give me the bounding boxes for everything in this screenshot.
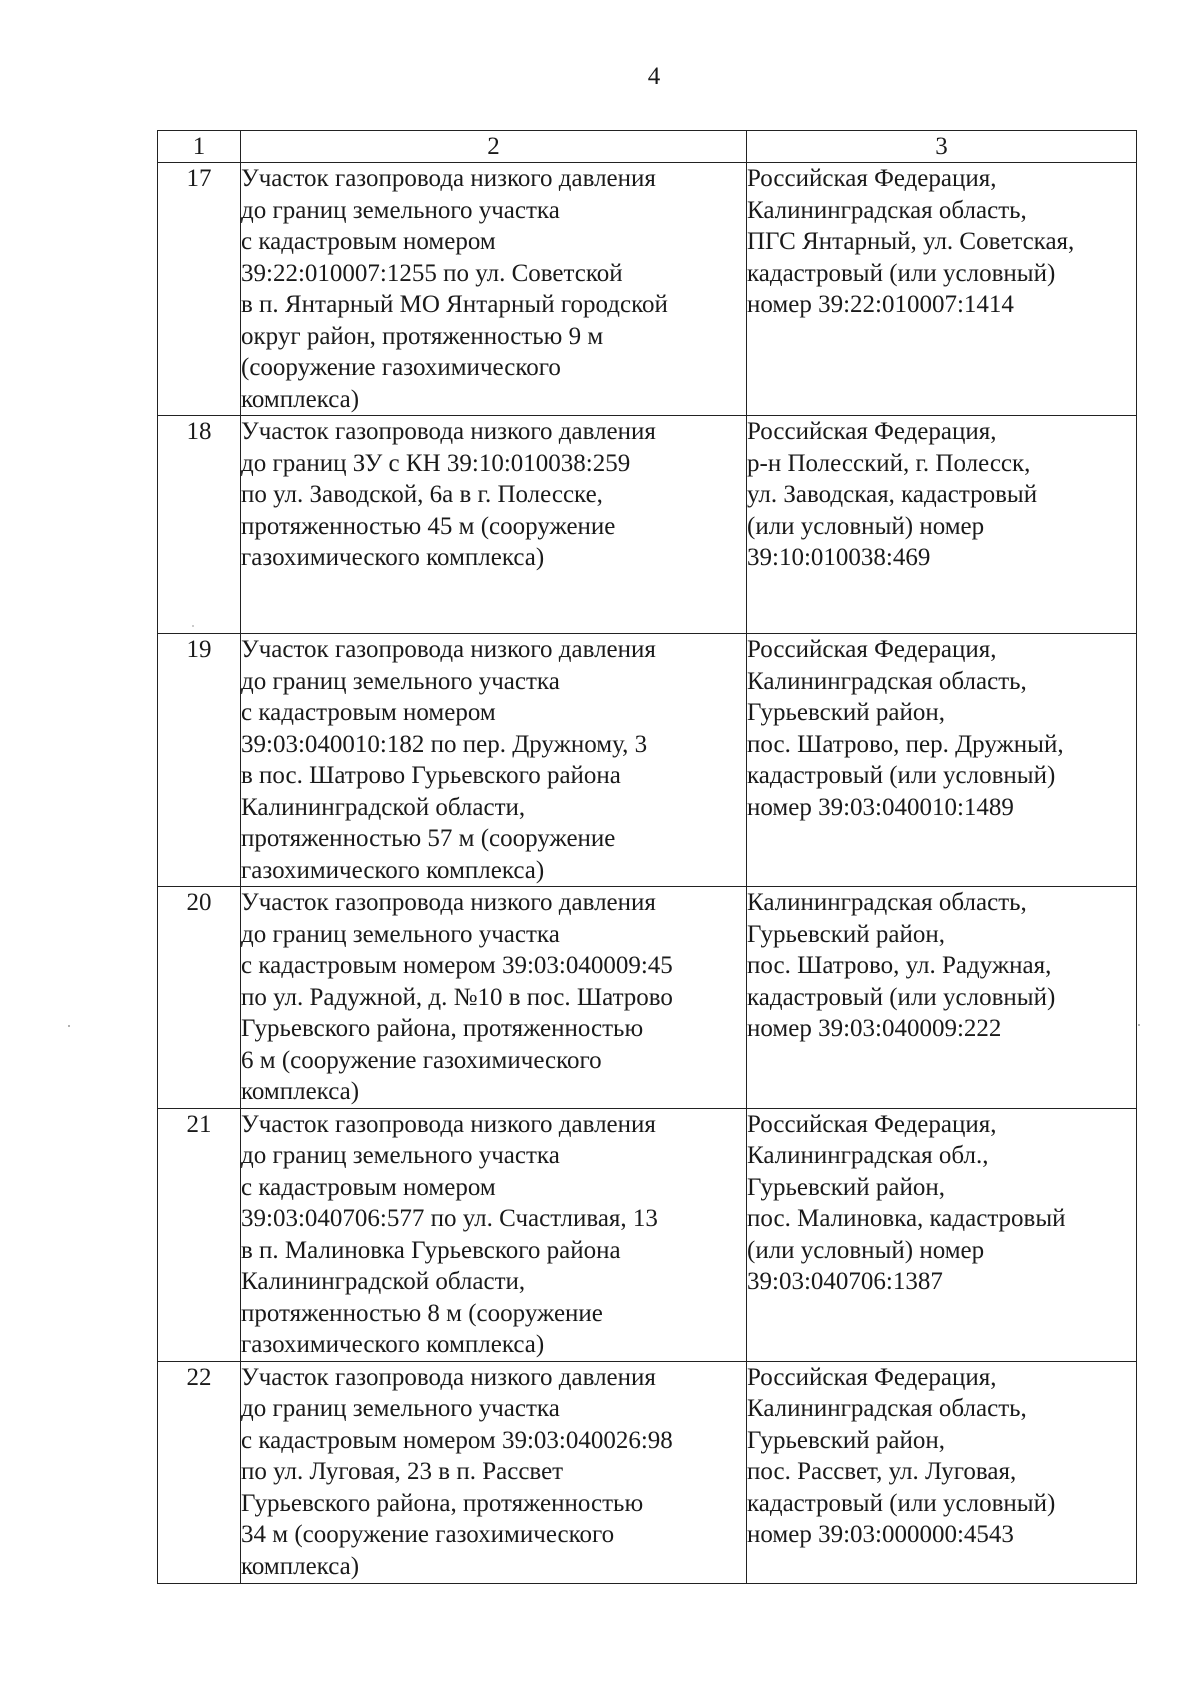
location-address: [747, 887, 1137, 1109]
address-line: номер 39:03:040009:222: [747, 1015, 1002, 1042]
location-address: [747, 163, 1137, 416]
description-line: протяженностью 57 м (сооружение: [241, 825, 616, 852]
description-line: Калининградской области,: [241, 793, 526, 821]
description-line: протяженностью 45 м (сооружение: [241, 512, 616, 540]
address-line: номер 39:03:000000:4543: [747, 1521, 1014, 1548]
table-row: [158, 1361, 1137, 1583]
address-line: Калининградская область,: [747, 196, 1027, 224]
row-number: 19: [158, 634, 241, 887]
address-line: Калининградская область,: [747, 1395, 1027, 1422]
description-line: по ул. Луговая, 23 в п. Рассвет: [241, 1458, 564, 1485]
page-number: 4: [647, 63, 661, 90]
description-line: газохимического комплекса): [241, 544, 545, 571]
description-line: Гурьевского района, протяженностью: [241, 1015, 644, 1042]
object-description: [241, 1108, 747, 1361]
description-line: до границ земельного участка: [241, 1142, 560, 1169]
address-line: (или условный) номер: [747, 512, 985, 540]
column-header-number: 1: [158, 131, 241, 163]
location-address: [747, 1361, 1137, 1583]
description-line: газохимического комплекса): [241, 1331, 545, 1358]
row-number: 22: [158, 1361, 241, 1583]
column-header-address: 3: [747, 131, 1137, 163]
location-address: [747, 634, 1137, 887]
description-line: с кадастровым номером 39:03:040009:45: [241, 952, 673, 979]
table-row: [158, 1108, 1137, 1361]
description-line: с кадастровым номером: [241, 699, 496, 726]
object-description: [241, 887, 747, 1109]
table-row: [158, 887, 1137, 1109]
row-number: 20: [158, 887, 241, 1109]
address-line: Российская Федерация,: [747, 1363, 997, 1391]
description-line: в пос. Шатрово Гурьевского района: [241, 762, 621, 789]
description-line: Калининградской области,: [241, 1268, 526, 1295]
address-line: Российская Федерация,: [747, 636, 997, 663]
description-line: Участок газопровода низкого давления: [241, 889, 656, 916]
description-line: 34 м (сооружение газохимического: [241, 1521, 615, 1548]
description-line: 39:03:040706:577 по ул. Счастливая, 13: [241, 1205, 658, 1232]
registry-table: [157, 130, 1137, 1584]
description-line: 39:03:040010:182 по пер. Дружному, 3: [241, 730, 648, 758]
description-line: до границ земельного участка: [241, 196, 560, 224]
scan-speck: [192, 625, 194, 627]
address-line: пос. Шатрово, пер. Дружный,: [747, 730, 1064, 758]
address-line: пос. Шатрово, ул. Радужная,: [747, 952, 1052, 979]
description-line: в п. Янтарный МО Янтарный городской: [241, 291, 668, 318]
row-number: 17: [158, 163, 241, 416]
description-line: с кадастровым номером 39:03:040026:98: [241, 1426, 673, 1454]
description-line: Гурьевского района, протяженностью: [241, 1489, 644, 1517]
address-line: Российская Федерация,: [747, 418, 997, 445]
address-line: кадастровый (или условный): [747, 259, 1056, 287]
description-line: комплекса): [241, 385, 360, 413]
description-line: 39:22:010007:1255 по ул. Советской: [241, 259, 623, 287]
address-line: Гурьевский район,: [747, 1426, 946, 1454]
description-line: в п. Малиновка Гурьевского района: [241, 1236, 621, 1264]
object-description: [241, 163, 747, 416]
description-line: до границ ЗУ с КН 39:10:010038:259: [241, 449, 631, 477]
address-line: кадастровый (или условный): [747, 762, 1056, 789]
address-line: кадастровый (или условный): [747, 1489, 1056, 1517]
description-line: до границ земельного участка: [241, 920, 560, 948]
address-line: пос. Малиновка, кадастровый: [747, 1205, 1066, 1232]
object-description: [241, 1361, 747, 1583]
address-line: 39:03:040706:1387: [747, 1268, 943, 1295]
description-line: протяженностью 8 м (сооружение: [241, 1299, 603, 1327]
table-row: [158, 634, 1137, 887]
table-row: [158, 416, 1137, 634]
description-line: округ район, протяженностью 9 м: [241, 322, 604, 350]
description-line: 6 м (сооружение газохимического: [241, 1046, 602, 1074]
description-line: по ул. Заводской, 6а в г. Полесске,: [241, 481, 603, 508]
row-number: 18: [158, 416, 241, 634]
table-header-row: [158, 131, 1137, 163]
address-line: 39:10:010038:469: [747, 544, 931, 571]
scan-speck: [1138, 1024, 1140, 1026]
description-line: до границ земельного участка: [241, 1395, 560, 1422]
description-line: до границ земельного участка: [241, 667, 560, 695]
row-number: 21: [158, 1108, 241, 1361]
location-address: [747, 1108, 1137, 1361]
address-line: кадастровый (или условный): [747, 983, 1056, 1011]
object-description: [241, 634, 747, 887]
address-line: Гурьевский район,: [747, 699, 946, 726]
address-line: Калининградская область,: [747, 889, 1027, 916]
description-line: Участок газопровода низкого давления: [241, 418, 656, 445]
description-line: Участок газопровода низкого давления: [241, 165, 656, 192]
address-line: пос. Рассвет, ул. Луговая,: [747, 1458, 1017, 1485]
scan-speck: [68, 1025, 70, 1027]
address-line: Российская Федерация,: [747, 165, 997, 192]
description-line: с кадастровым номером: [241, 228, 496, 255]
address-line: Гурьевский район,: [747, 1173, 946, 1201]
description-line: комплекса): [241, 1078, 360, 1105]
address-line: номер 39:22:010007:1414: [747, 291, 1014, 318]
address-line: (или условный) номер: [747, 1236, 985, 1264]
address-line: Российская Федерация,: [747, 1110, 997, 1138]
address-line: Калининградская область,: [747, 667, 1027, 695]
description-line: с кадастровым номером: [241, 1173, 496, 1201]
address-line: ПГС Янтарный, ул. Советская,: [747, 228, 1075, 255]
description-line: Участок газопровода низкого давления: [241, 1363, 656, 1391]
column-header-description: 2: [241, 131, 747, 163]
location-address: [747, 416, 1137, 634]
address-line: Гурьевский район,: [747, 920, 946, 948]
table-row: [158, 163, 1137, 416]
description-line: по ул. Радужной, д. №10 в пос. Шатрово: [241, 983, 673, 1011]
address-line: р-н Полесский, г. Полесск,: [747, 449, 1031, 477]
description-line: газохимического комплекса): [241, 856, 545, 884]
table-body: [158, 163, 1137, 1584]
object-description: [241, 416, 747, 634]
description-line: Участок газопровода низкого давления: [241, 636, 656, 663]
description-line: Участок газопровода низкого давления: [241, 1110, 656, 1138]
address-line: номер 39:03:040010:1489: [747, 793, 1014, 821]
description-line: (сооружение газохимического: [241, 354, 561, 381]
address-line: ул. Заводская, кадастровый: [747, 481, 1038, 508]
description-line: комплекса): [241, 1552, 360, 1580]
address-line: Калининградская обл.,: [747, 1142, 989, 1169]
